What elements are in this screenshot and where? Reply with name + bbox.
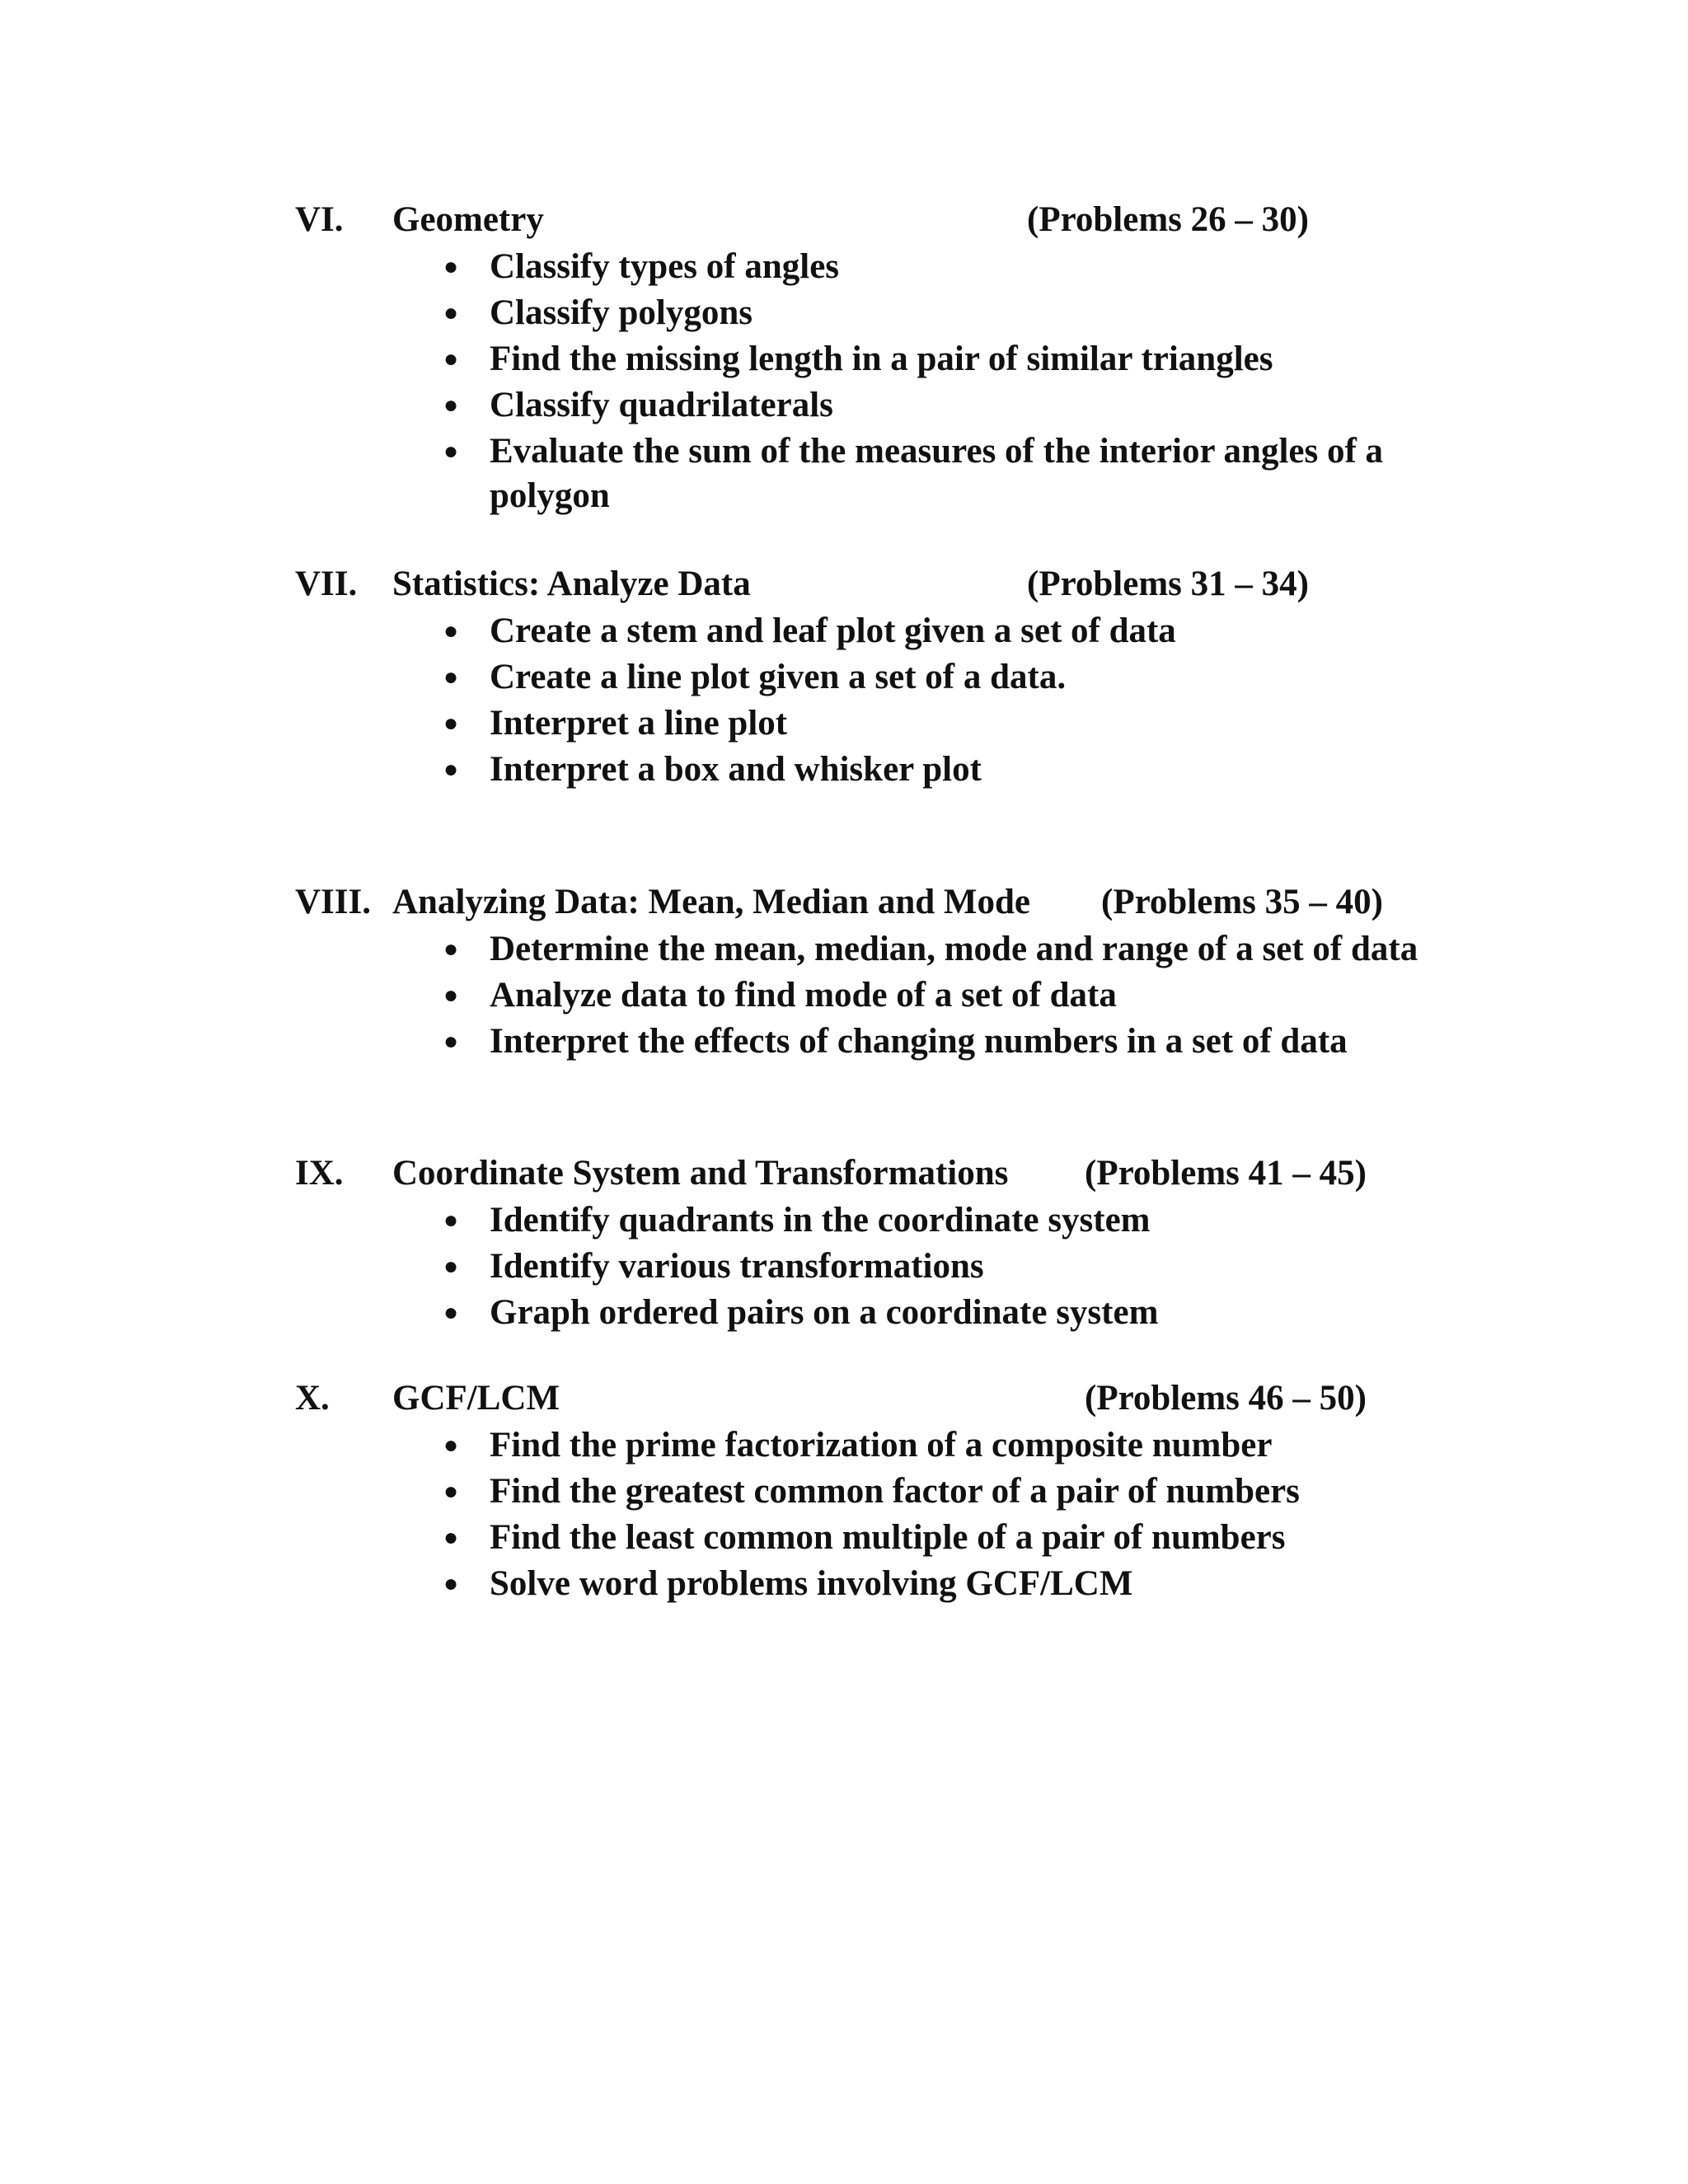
list-item: ● Identify various transformations xyxy=(295,1244,1470,1289)
section-heading xyxy=(295,878,1449,927)
list-item: ● Classify types of angles xyxy=(295,245,1470,289)
section-statistics xyxy=(295,560,1449,794)
section-title: Geometry xyxy=(392,200,544,239)
bullet-icon: ● xyxy=(443,1299,459,1326)
section-heading xyxy=(295,1374,1449,1423)
bullet-icon: ● xyxy=(443,1432,459,1459)
bullet-icon: ● xyxy=(443,1478,459,1505)
list-item: ● Identify quadrants in the coordinate system xyxy=(295,1198,1470,1243)
topic-list xyxy=(295,1198,1449,1335)
topic-list xyxy=(295,1423,1449,1606)
list-item: ● Create a line plot given a set of a data. xyxy=(295,655,1470,700)
list-item: ● Find the prime factorization of a composite number xyxy=(295,1423,1470,1468)
bullet-icon: ● xyxy=(443,391,459,419)
list-item: ● Create a stem and leaf plot given a set of data xyxy=(295,609,1470,654)
bullet-icon: ● xyxy=(443,253,459,280)
list-item: ● Evaluate the sum of the measures of the interior angles of a polygon xyxy=(295,429,1470,518)
bullet-icon: ● xyxy=(443,710,459,737)
list-item: ● Solve word problems involving GCF/LCM xyxy=(295,1562,1470,1606)
section-title: Analyzing Data: Mean, Median and Mode xyxy=(392,883,1030,921)
bullet-icon: ● xyxy=(443,1028,459,1055)
list-item: ● Find the missing length in a pair of similar triangles xyxy=(295,337,1470,382)
section-numeral: VIII. xyxy=(295,883,372,921)
list-item: ● Classify polygons xyxy=(295,291,1470,335)
list-item: ● Find the greatest common factor of a pair of numbers xyxy=(295,1469,1470,1514)
list-item: ● Determine the mean, median, mode and range of a set of data xyxy=(295,927,1470,972)
bullet-icon: ● xyxy=(443,663,459,691)
bullet-icon: ● xyxy=(443,345,459,373)
section-problems: (Problems 35 – 40) xyxy=(1101,883,1383,921)
section-heading xyxy=(295,560,1449,609)
section-title: Coordinate System and Transformations xyxy=(392,1154,1009,1193)
list-item: ● Interpret the effects of changing numbers in a set of data xyxy=(295,1019,1470,1064)
section-numeral: IX. xyxy=(295,1154,344,1193)
section-geometry xyxy=(295,195,1449,520)
bullet-icon: ● xyxy=(443,438,459,465)
section-problems: (Problems 31 – 34) xyxy=(1027,565,1309,603)
section-numeral: VII. xyxy=(295,565,358,603)
list-item: ● Classify quadrilaterals xyxy=(295,383,1470,428)
section-problems: (Problems 26 – 30) xyxy=(1027,200,1309,239)
bullet-icon: ● xyxy=(443,982,459,1009)
bullet-icon: ● xyxy=(443,1207,459,1234)
section-problems: (Problems 41 – 45) xyxy=(1085,1154,1367,1193)
section-heading xyxy=(295,195,1449,245)
section-problems: (Problems 46 – 50) xyxy=(1085,1379,1367,1418)
section-heading xyxy=(295,1149,1449,1198)
section-numeral: VI. xyxy=(295,200,344,239)
topic-list xyxy=(295,245,1449,518)
list-item: ● Interpret a line plot xyxy=(295,701,1470,746)
section-coordinate-system xyxy=(295,1149,1449,1337)
list-item: ● Analyze data to find mode of a set of data xyxy=(295,973,1470,1018)
bullet-icon: ● xyxy=(443,756,459,783)
bullet-icon: ● xyxy=(443,299,459,326)
section-gcf-lcm xyxy=(295,1374,1449,1608)
section-numeral: X. xyxy=(295,1379,330,1418)
list-item: ● Graph ordered pairs on a coordinate system xyxy=(295,1291,1470,1335)
bullet-icon: ● xyxy=(443,935,459,963)
bullet-icon: ● xyxy=(443,1524,459,1551)
section-mean-median-mode xyxy=(295,878,1449,1066)
section-title: Statistics: Analyze Data xyxy=(392,565,751,603)
bullet-icon: ● xyxy=(443,1253,459,1280)
list-item: ● Interpret a box and whisker plot xyxy=(295,748,1470,792)
section-title: GCF/LCM xyxy=(392,1379,560,1418)
bullet-icon: ● xyxy=(443,617,459,644)
topic-list xyxy=(295,609,1449,792)
topic-list xyxy=(295,927,1449,1064)
list-item: ● Find the least common multiple of a pair of numbers xyxy=(295,1516,1470,1560)
bullet-icon: ● xyxy=(443,1570,459,1597)
